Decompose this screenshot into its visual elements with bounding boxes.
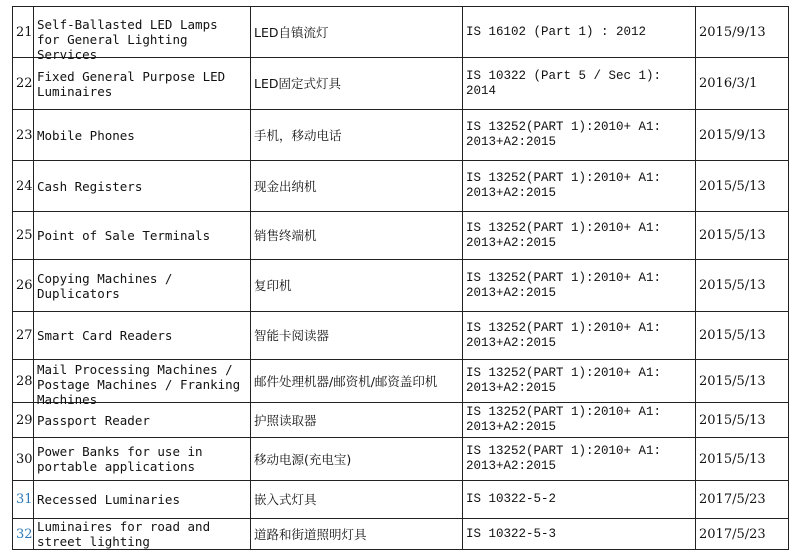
effective-date: 2015/9/13 bbox=[696, 110, 789, 161]
product-name-chinese: 手机，移动电话 bbox=[251, 110, 463, 161]
product-name-chinese: 道路和街道照明灯具 bbox=[251, 519, 463, 550]
effective-date: 2015/5/13 bbox=[696, 403, 789, 438]
indian-standard: IS 13252(PART 1):2010+ A1: 2013+A2:2015 bbox=[463, 403, 696, 438]
row-number: 27 bbox=[13, 312, 34, 360]
product-name-chinese: 现金出纳机 bbox=[251, 161, 463, 212]
product-name: Fixed General Purpose LED Luminaires bbox=[34, 58, 251, 110]
product-name: Power Banks for use in portable applications bbox=[34, 438, 251, 481]
product-name-chinese: LED固定式灯具 bbox=[251, 58, 463, 110]
effective-date: 2017/5/23 bbox=[696, 519, 789, 550]
table-row bbox=[13, 403, 789, 438]
effective-date: 2015/5/13 bbox=[696, 360, 789, 403]
row-number: 26 bbox=[13, 260, 34, 312]
product-name-chinese: 智能卡阅读器 bbox=[251, 312, 463, 360]
product-name: Cash Registers bbox=[34, 161, 251, 212]
product-name-chinese: 护照读取器 bbox=[251, 403, 463, 438]
product-name: Point of Sale Terminals bbox=[34, 212, 251, 260]
indian-standard: IS 13252(PART 1):2010+ A1: 2013+A2:2015 bbox=[463, 161, 696, 212]
row-number: 23 bbox=[13, 110, 34, 161]
row-number: 31 bbox=[13, 481, 34, 519]
indian-standard: IS 13252(PART 1):2010+ A1: 2013+A2:2015 bbox=[463, 438, 696, 481]
indian-standard: IS 10322-5-3 bbox=[463, 519, 696, 550]
row-number: 29 bbox=[13, 403, 34, 438]
effective-date: 2015/5/13 bbox=[696, 438, 789, 481]
product-name: Passport Reader bbox=[34, 403, 251, 438]
table-row bbox=[13, 161, 789, 212]
row-number: 25 bbox=[13, 212, 34, 260]
effective-date: 2015/5/13 bbox=[696, 161, 789, 212]
table-row bbox=[13, 212, 789, 260]
table-row bbox=[13, 312, 789, 360]
indian-standard: IS 10322-5-2 bbox=[463, 481, 696, 519]
effective-date: 2017/5/23 bbox=[696, 481, 789, 519]
effective-date: 2015/9/13 bbox=[696, 7, 789, 58]
table-row bbox=[13, 360, 789, 403]
product-name: Mobile Phones bbox=[34, 110, 251, 161]
product-name-chinese: LED自镇流灯 bbox=[251, 7, 463, 58]
indian-standard: IS 13252(PART 1):2010+ A1: 2013+A2:2015 bbox=[463, 360, 696, 403]
product-name: Smart Card Readers bbox=[34, 312, 251, 360]
product-name: Luminaires for road and street lighting bbox=[34, 519, 251, 550]
product-name-chinese: 嵌入式灯具 bbox=[251, 481, 463, 519]
row-number: 24 bbox=[13, 161, 34, 212]
product-name-chinese: 复印机 bbox=[251, 260, 463, 312]
row-number: 30 bbox=[13, 438, 34, 481]
table-row bbox=[13, 438, 789, 481]
table-row bbox=[13, 110, 789, 161]
table-row bbox=[13, 58, 789, 110]
indian-standard: IS 13252(PART 1):2010+ A1: 2013+A2:2015 bbox=[463, 260, 696, 312]
product-name-chinese: 邮件处理机器/邮资机/邮资盖印机 bbox=[251, 360, 463, 403]
product-name: Mail Processing Machines / Postage Machines / Franking Machines bbox=[34, 360, 251, 403]
product-name: Recessed Luminaries bbox=[34, 481, 251, 519]
row-number: 28 bbox=[13, 360, 34, 403]
row-number: 32 bbox=[13, 519, 34, 550]
indian-standard: IS 13252(PART 1):2010+ A1: 2013+A2:2015 bbox=[463, 212, 696, 260]
indian-standard: IS 16102 (Part 1) : 2012 bbox=[463, 7, 696, 58]
indian-standard: IS 13252(PART 1):2010+ A1: 2013+A2:2015 bbox=[463, 312, 696, 360]
table-row bbox=[13, 260, 789, 312]
product-name-chinese: 销售终端机 bbox=[251, 212, 463, 260]
standards-table bbox=[12, 6, 789, 550]
row-number: 22 bbox=[13, 58, 34, 110]
effective-date: 2015/5/13 bbox=[696, 260, 789, 312]
row-number: 21 bbox=[13, 7, 34, 58]
product-name: Copying Machines / Duplicators bbox=[34, 260, 251, 312]
effective-date: 2015/5/13 bbox=[696, 312, 789, 360]
indian-standard: IS 10322 (Part 5 / Sec 1): 2014 bbox=[463, 58, 696, 110]
indian-standard: IS 13252(PART 1):2010+ A1: 2013+A2:2015 bbox=[463, 110, 696, 161]
effective-date: 2016/3/1 bbox=[696, 58, 789, 110]
effective-date: 2015/5/13 bbox=[696, 212, 789, 260]
table-row bbox=[13, 481, 789, 519]
product-name-chinese: 移动电源(充电宝) bbox=[251, 438, 463, 481]
table-row bbox=[13, 7, 789, 58]
product-name: Self-Ballasted LED Lamps for General Lighting Services bbox=[34, 7, 251, 58]
table-row bbox=[13, 519, 789, 550]
